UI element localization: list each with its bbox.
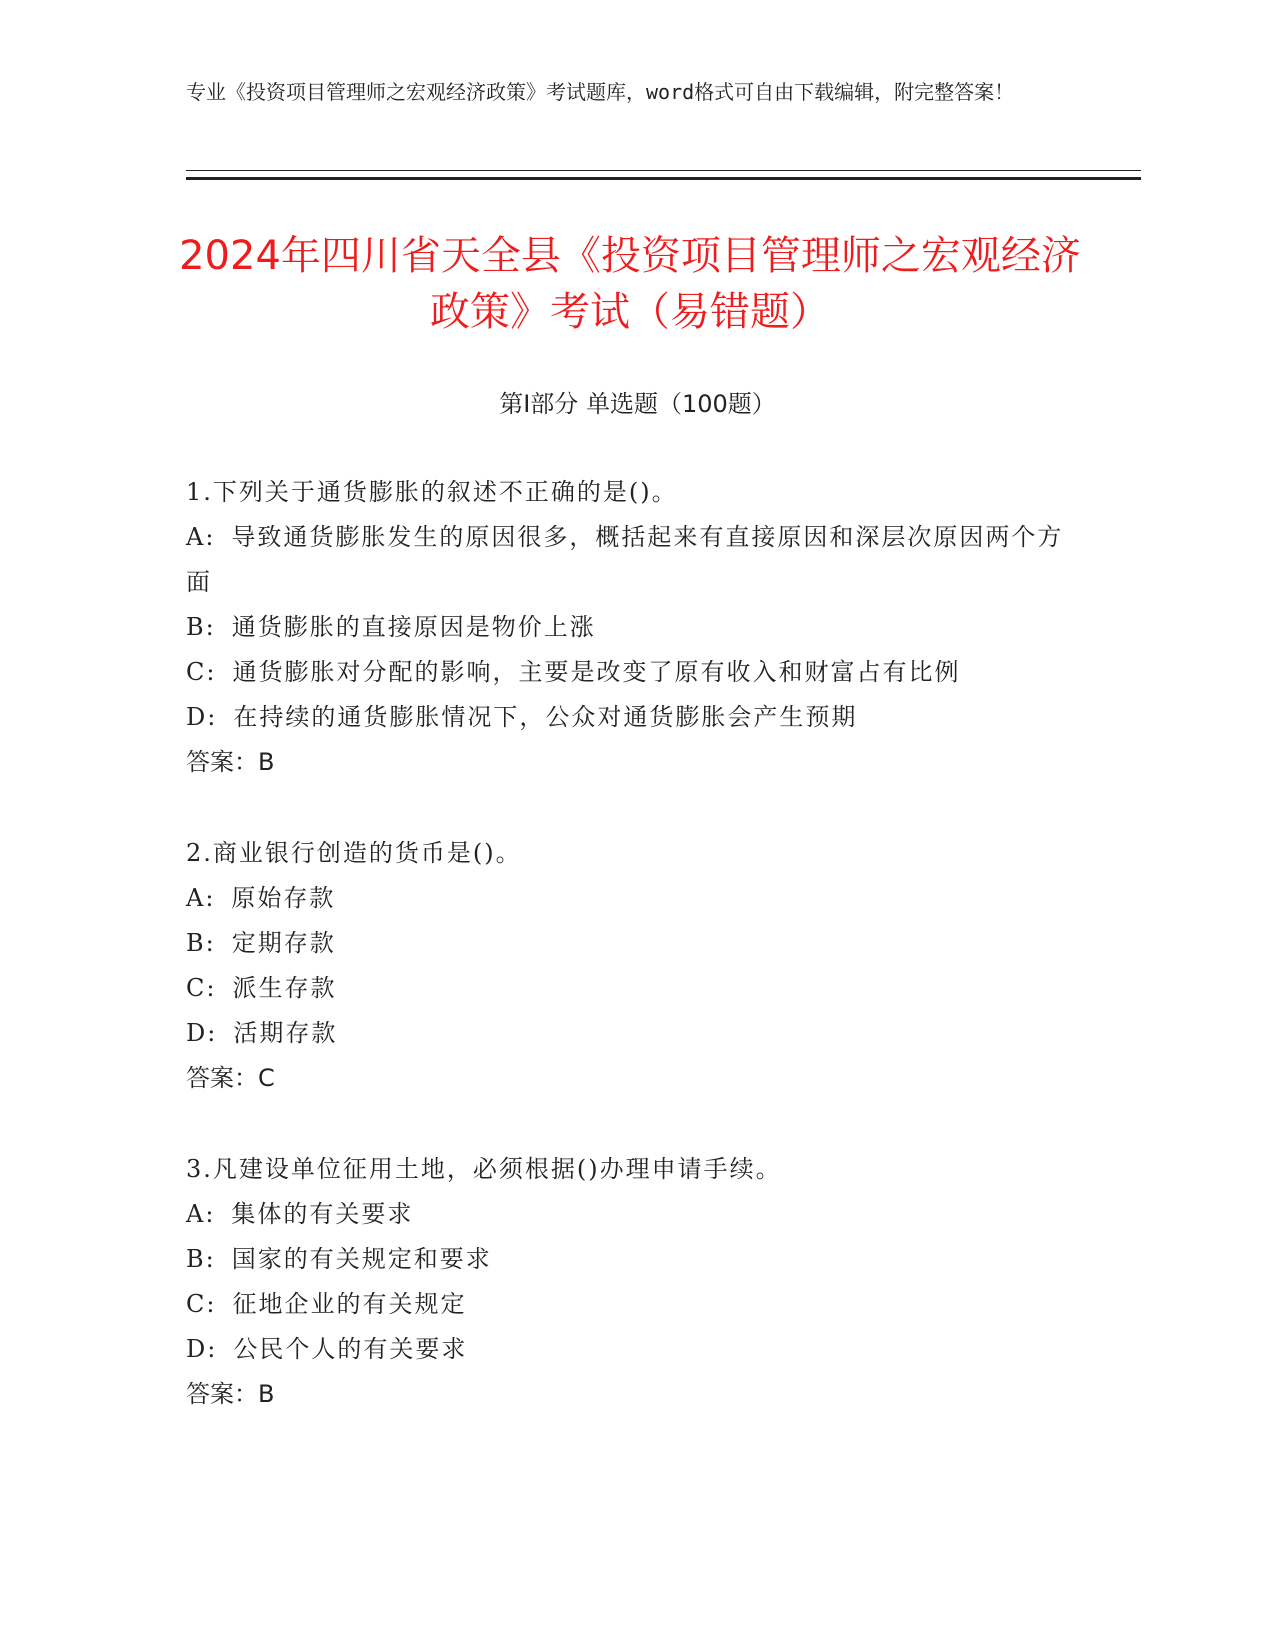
option-key: D: — [186, 1335, 218, 1363]
option-d — [186, 695, 1066, 740]
option-text: 公民个人的有关要求 — [233, 1335, 468, 1363]
header-note: 专业《投资项目管理师之宏观经济政策》考试题库，word格式可自由下载编辑，附完整答案！ — [186, 80, 1015, 104]
option-text: 定期存款 — [231, 929, 336, 957]
option-text: 通货膨胀的直接原因是物价上涨 — [231, 613, 596, 641]
option-key: B: — [186, 1245, 216, 1273]
option-key: C: — [186, 1290, 217, 1318]
option-b — [186, 605, 1066, 650]
option-text: 征地企业的有关规定 — [232, 1290, 467, 1318]
option-a — [186, 515, 1066, 605]
option-c — [186, 966, 1066, 1011]
option-key: C: — [186, 974, 217, 1002]
option-d — [186, 1011, 1066, 1056]
question-stem: 2.商业银行创造的货币是()。 — [186, 839, 522, 867]
question-2 — [186, 831, 1066, 1101]
answer: 答案：C — [186, 1064, 275, 1092]
question-stem: 3.凡建设单位征用土地，必须根据()办理申请手续。 — [186, 1155, 782, 1183]
option-c — [186, 650, 1066, 695]
section-heading: 第Ⅰ部分 单选题（100题） — [499, 390, 776, 418]
option-key: A: — [186, 523, 216, 551]
option-d — [186, 1327, 1066, 1372]
option-text: 集体的有关要求 — [231, 1200, 414, 1228]
option-a — [186, 876, 1066, 921]
answer: 答案：B — [186, 748, 275, 776]
option-text: 国家的有关规定和要求 — [231, 1245, 492, 1273]
question-3 — [186, 1147, 1066, 1417]
option-text: 活期存款 — [233, 1019, 338, 1047]
option-key: A: — [186, 884, 216, 912]
option-a — [186, 1192, 1066, 1237]
option-text: 通货膨胀对分配的影响，主要是改变了原有收入和财富占有比例 — [232, 658, 961, 686]
option-text: 派生存款 — [232, 974, 337, 1002]
option-key: D: — [186, 703, 218, 731]
option-key: C: — [186, 658, 217, 686]
question-list — [186, 470, 1066, 1463]
option-c — [186, 1282, 1066, 1327]
option-text: 导致通货膨胀发生的原因很多，概括起来有直接原因和深层次原因两个方面 — [186, 523, 1064, 596]
option-key: D: — [186, 1019, 218, 1047]
header-rule-thin — [186, 170, 1141, 171]
option-b — [186, 1237, 1066, 1282]
question-1 — [186, 470, 1066, 785]
option-text: 在持续的通货膨胀情况下，公众对通货膨胀会产生预期 — [233, 703, 858, 731]
option-key: A: — [186, 1200, 216, 1228]
option-b — [186, 921, 1066, 966]
answer: 答案：B — [186, 1380, 275, 1408]
header-rule-thick — [186, 177, 1141, 180]
option-key: B: — [186, 929, 216, 957]
question-stem: 1.下列关于通货膨胀的叙述不正确的是()。 — [186, 478, 678, 506]
option-text: 原始存款 — [231, 884, 336, 912]
option-key: B: — [186, 613, 216, 641]
document-title: 2024年四川省天全县《投资项目管理师之宏观经济政策》考试（易错题） — [179, 233, 1081, 335]
